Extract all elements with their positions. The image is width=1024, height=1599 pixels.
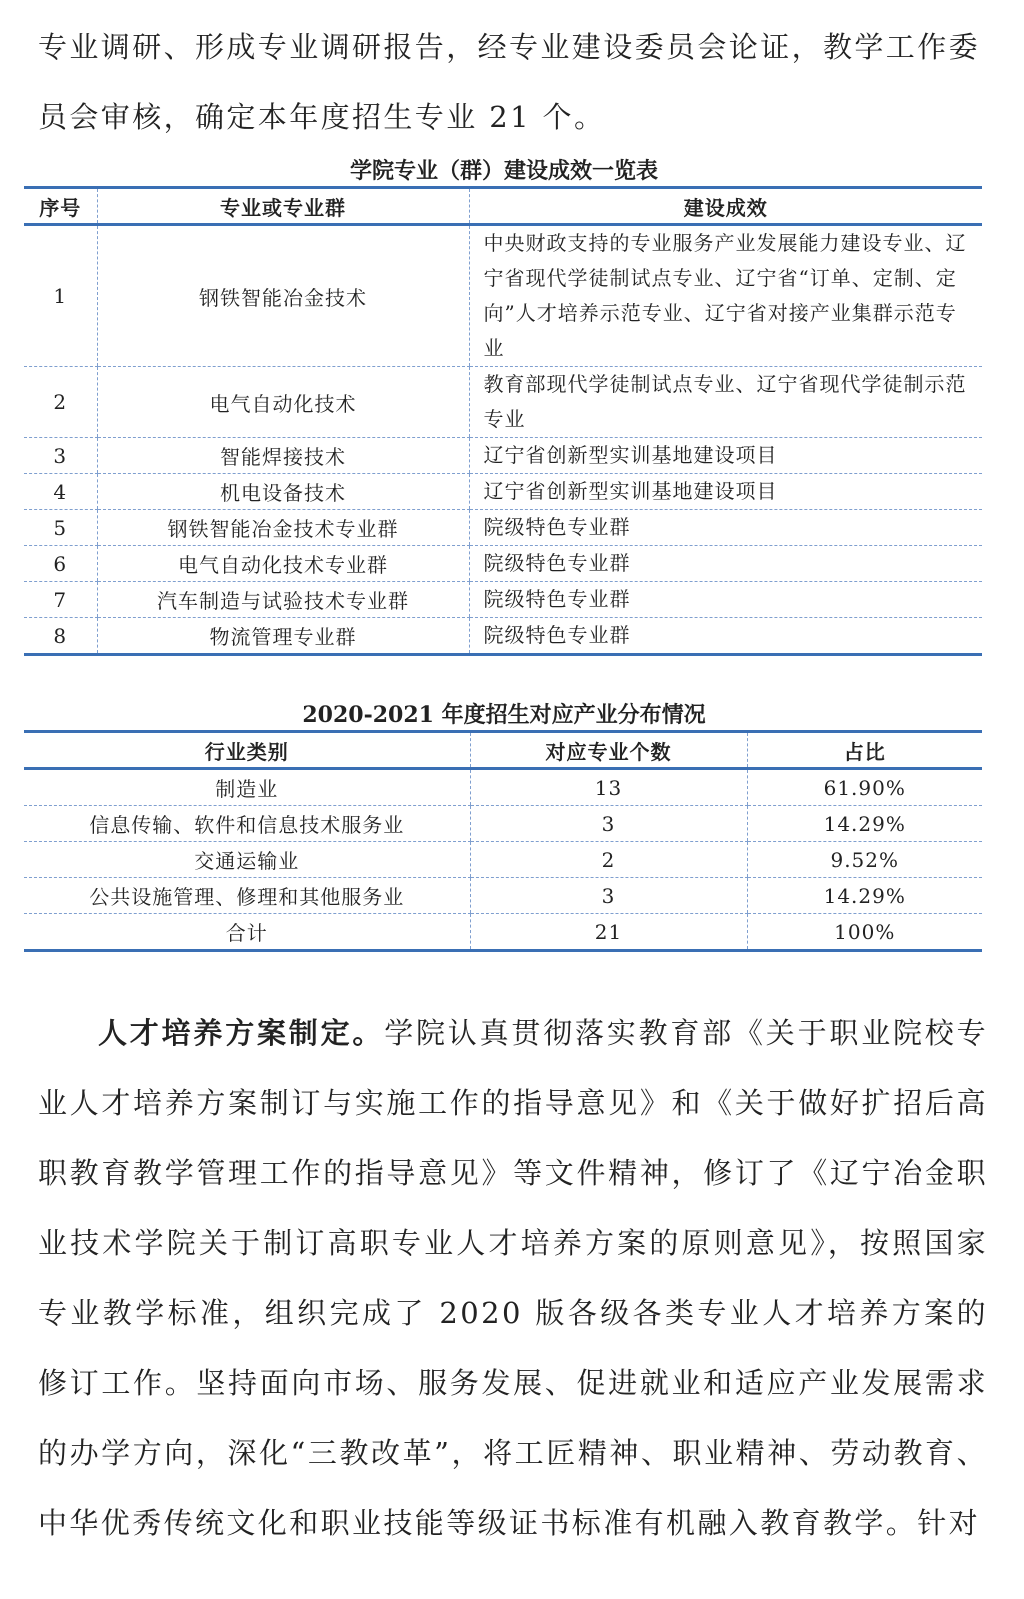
achievement-text: 院级特色专业群 [469, 546, 982, 582]
achievement-text: 辽宁省创新型实训基地建设项目 [469, 438, 982, 474]
table-row [24, 438, 982, 474]
major-name: 物流管理专业群 [97, 618, 469, 655]
column-header-industry: 行业类别 [24, 732, 470, 769]
row-number: 8 [24, 618, 97, 655]
achievement-text: 辽宁省创新型实训基地建设项目 [469, 474, 982, 510]
major-name: 电气自动化技术专业群 [97, 546, 469, 582]
major-count: 21 [470, 914, 747, 951]
table-row [24, 769, 982, 806]
share-percent: 61.90% [747, 769, 982, 806]
table-row [24, 510, 982, 546]
section-body: 学院认真贯彻落实教育部《关于职业院校专业人才培养方案制订与实施工作的指导意见》和《关于做好扩招后高职教育教学管理工作的指导意见》等文件精神，修订了《辽宁冶金职业技术学院关于制订高职专业人才培养方案的原则意见》，按照国家专业教学标准，组织完成了 2020 版各级各类专业人才培养方案的修订工作。坚持面向市场、服务发展、促进就业和适应产业发展需求的办学方向，深化“三教改革”，将工匠精神、职业精神、劳动教育、中华优秀传统文化和职业技能等级证书标准有机融入教育教学。针对 [38, 1016, 988, 1540]
major-name: 智能焊接技术 [97, 438, 469, 474]
achievement-text: 院级特色专业群 [469, 510, 982, 546]
industry-name: 公共设施管理、修理和其他服务业 [24, 878, 470, 914]
table-row [24, 582, 982, 618]
industry-name: 制造业 [24, 769, 470, 806]
achievement-text: 教育部现代学徒制试点专业、辽宁省现代学徒制示范专业 [469, 367, 982, 438]
row-number: 6 [24, 546, 97, 582]
share-percent: 9.52% [747, 842, 982, 878]
major-name: 机电设备技术 [97, 474, 469, 510]
table-row [24, 225, 982, 367]
major-count: 3 [470, 878, 747, 914]
major-count: 13 [470, 769, 747, 806]
achievement-text: 院级特色专业群 [469, 582, 982, 618]
row-number: 1 [24, 225, 97, 367]
column-header-share: 占比 [747, 732, 982, 769]
intro-line-2: 员会审核，确定本年度招生专业 21 个。 [38, 100, 606, 134]
industry-name: 信息传输、软件和信息技术服务业 [24, 806, 470, 842]
share-percent: 14.29% [747, 806, 982, 842]
intro-line-1: 专业调研、形成专业调研报告，经专业建设委员会论证，教学工作委 [38, 30, 981, 64]
talent-training-paragraph [38, 998, 988, 1558]
share-percent: 100% [747, 914, 982, 951]
column-header-count: 对应专业个数 [470, 732, 747, 769]
table-row [24, 474, 982, 510]
column-header-achievement: 建设成效 [469, 188, 982, 225]
table-row [24, 878, 982, 914]
major-name: 电气自动化技术 [97, 367, 469, 438]
industry-name: 交通运输业 [24, 842, 470, 878]
row-number: 4 [24, 474, 97, 510]
major-count: 3 [470, 806, 747, 842]
intro-paragraph [38, 12, 988, 152]
major-count: 2 [470, 842, 747, 878]
table-header-row [24, 188, 982, 225]
table-row [24, 842, 982, 878]
achievement-text: 院级特色专业群 [469, 618, 982, 655]
table-row [24, 806, 982, 842]
row-number: 7 [24, 582, 97, 618]
column-header-number: 序号 [24, 188, 97, 225]
row-number: 3 [24, 438, 97, 474]
construction-achievements-table [24, 186, 982, 656]
row-number: 2 [24, 367, 97, 438]
industry-name: 合计 [24, 914, 470, 951]
table-row [24, 367, 982, 438]
major-name: 钢铁智能冶金技术 [97, 225, 469, 367]
table-row [24, 546, 982, 582]
table-row-total [24, 914, 982, 951]
row-number: 5 [24, 510, 97, 546]
table1-caption: 学院专业（群）建设成效一览表 [349, 158, 658, 184]
achievement-text: 中央财政支持的专业服务产业发展能力建设专业、辽宁省现代学徒制试点专业、辽宁省“订单、定制、定向”人才培养示范专业、辽宁省对接产业集群示范专业 [469, 225, 982, 367]
share-percent: 14.29% [747, 878, 982, 914]
table-header-row [24, 732, 982, 769]
column-header-major: 专业或专业群 [97, 188, 469, 225]
table2-caption: 2020-2021 年度招生对应产业分布情况 [302, 702, 706, 728]
industry-distribution-table [24, 730, 982, 952]
table-row [24, 618, 982, 655]
major-name: 钢铁智能冶金技术专业群 [97, 510, 469, 546]
section-heading: 人才培养方案制定。 [98, 1016, 385, 1050]
major-name: 汽车制造与试验技术专业群 [97, 582, 469, 618]
